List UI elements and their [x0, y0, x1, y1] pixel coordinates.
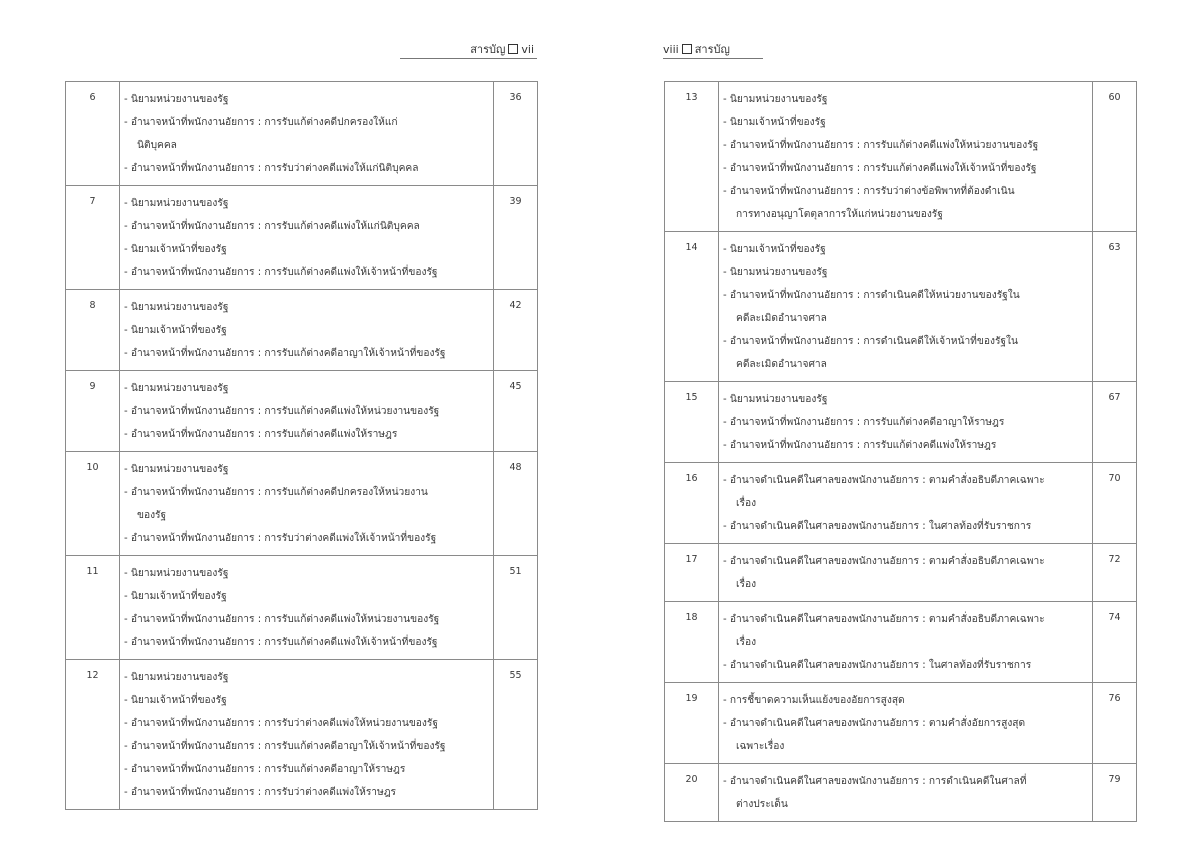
- topic-line: - อำนาจหน้าที่พนักงานอัยการ : การรับแก้ต่างคดีแพ่งให้เจ้าหน้าที่ของรัฐ: [124, 267, 438, 278]
- item-topics: [120, 82, 494, 186]
- item-number: 6: [66, 82, 120, 186]
- item-number: 11: [66, 556, 120, 660]
- topic-line: - นิยามเจ้าหน้าที่ของรัฐ: [124, 591, 227, 602]
- item-number: 18: [665, 602, 719, 683]
- topic-line: - อำนาจดำเนินคดีในศาลของพนักงานอัยการ : ในศาลท้องที่รับราชการ: [723, 660, 1032, 671]
- topic-line: - อำนาจดำเนินคดีในศาลของพนักงานอัยการ : ตามคำสั่งอธิบดีภาคเฉพาะ: [723, 475, 1045, 486]
- page-number: 72: [1093, 544, 1137, 602]
- item-number: 9: [66, 371, 120, 452]
- table-row: [66, 186, 538, 290]
- header-page-marker: vii: [521, 43, 534, 56]
- left-page-header: [470, 40, 534, 58]
- topic-line: - อำนาจหน้าที่พนักงานอัยการ : การรับแก้ต่างคดีแพ่งให้หน่วยงานของรัฐ: [124, 406, 440, 417]
- topic-line: - อำนาจหน้าที่พนักงานอัยการ : การรับว่าต่างคดีแพ่งให้เจ้าหน้าที่ของรัฐ: [124, 533, 437, 544]
- item-number: 13: [665, 82, 719, 232]
- table-row: [665, 544, 1137, 602]
- topic-line: - อำนาจหน้าที่พนักงานอัยการ : การรับแก้ต่างคดีอาญาให้ราษฎร: [723, 417, 1005, 428]
- table-row: [665, 683, 1137, 764]
- topic-line: - อำนาจหน้าที่พนักงานอัยการ : การรับแก้ต่างคดีอาญาให้ราษฎร: [124, 764, 406, 775]
- item-topics: [120, 371, 494, 452]
- item-topics: [719, 82, 1093, 232]
- topic-line: - อำนาจหน้าที่พนักงานอัยการ : การรับแก้ต่างคดีปกครองให้หน่วยงาน: [124, 487, 428, 498]
- toc-table-body: [66, 82, 538, 810]
- table-row: [66, 82, 538, 186]
- topic-line: - นิยามหน่วยงานของรัฐ: [124, 672, 229, 683]
- page-number: 42: [494, 290, 538, 371]
- table-row: [66, 660, 538, 810]
- table-row: [665, 602, 1137, 683]
- item-number: 17: [665, 544, 719, 602]
- topic-line: - การชี้ขาดความเห็นแย้งของอัยการสูงสุด: [723, 695, 905, 706]
- item-topics: [719, 683, 1093, 764]
- toc-table: [65, 81, 538, 810]
- header-rule: [400, 58, 537, 59]
- table-row: [66, 556, 538, 660]
- item-topics: [719, 382, 1093, 463]
- topic-line: - นิยามหน่วยงานของรัฐ: [124, 464, 229, 475]
- item-topics: [120, 186, 494, 290]
- topic-line: - นิยามหน่วยงานของรัฐ: [124, 198, 229, 209]
- topic-line: - นิยามเจ้าหน้าที่ของรัฐ: [124, 244, 227, 255]
- topic-line: ของรัฐ: [137, 510, 167, 521]
- page-number: 76: [1093, 683, 1137, 764]
- topic-line: - อำนาจดำเนินคดีในศาลของพนักงานอัยการ : ตามคำสั่งอธิบดีภาคเฉพาะ: [723, 556, 1045, 567]
- topic-line: - อำนาจหน้าที่พนักงานอัยการ : การรับแก้ต่างคดีแพ่งให้หน่วยงานของรัฐ: [124, 614, 440, 625]
- item-number: 7: [66, 186, 120, 290]
- page-number: 45: [494, 371, 538, 452]
- topic-line: คดีละเมิดอำนาจศาล: [736, 313, 827, 324]
- item-topics: [719, 602, 1093, 683]
- table-row: [665, 382, 1137, 463]
- table-row: [665, 232, 1137, 382]
- topic-line: - อำนาจหน้าที่พนักงานอัยการ : การรับว่าต่างข้อพิพาทที่ต้องดำเนิน: [723, 186, 1015, 197]
- item-number: 12: [66, 660, 120, 810]
- item-number: 20: [665, 764, 719, 822]
- page-number: 79: [1093, 764, 1137, 822]
- topic-line: - อำนาจดำเนินคดีในศาลของพนักงานอัยการ : การดำเนินคดีในศาลที่: [723, 776, 1027, 787]
- topic-line: - อำนาจหน้าที่พนักงานอัยการ : การรับว่าต่างคดีแพ่งให้ราษฎร: [124, 787, 397, 798]
- topic-line: - อำนาจดำเนินคดีในศาลของพนักงานอัยการ : ในศาลท้องที่รับราชการ: [723, 521, 1032, 532]
- item-number: 19: [665, 683, 719, 764]
- topic-line: - อำนาจหน้าที่พนักงานอัยการ : การรับแก้ต่างคดีปกครองให้แก่: [124, 117, 398, 128]
- topic-line: ต่างประเด็น: [736, 799, 788, 810]
- table-row: [665, 764, 1137, 822]
- header-page-marker: viii: [663, 43, 679, 56]
- page-number: 39: [494, 186, 538, 290]
- toc-table-body: [665, 82, 1137, 822]
- page-number: 63: [1093, 232, 1137, 382]
- item-topics: [120, 452, 494, 556]
- topic-line: - นิยามหน่วยงานของรัฐ: [124, 568, 229, 579]
- topic-line: - อำนาจหน้าที่พนักงานอัยการ : การรับว่าต่างคดีแพ่งให้แก่นิติบุคคล: [124, 163, 419, 174]
- table-row: [665, 463, 1137, 544]
- topic-line: - นิยามเจ้าหน้าที่ของรัฐ: [723, 244, 826, 255]
- topic-line: เรื่อง: [736, 579, 757, 590]
- topic-line: - อำนาจหน้าที่พนักงานอัยการ : การดำเนินคดีให้เจ้าหน้าที่ของรัฐใน: [723, 336, 1018, 347]
- page-number: 51: [494, 556, 538, 660]
- topic-line: - อำนาจหน้าที่พนักงานอัยการ : การรับแก้ต่างคดีแพ่งให้หน่วยงานของรัฐ: [723, 140, 1039, 151]
- item-topics: [120, 660, 494, 810]
- item-number: 16: [665, 463, 719, 544]
- topic-line: - นิยามเจ้าหน้าที่ของรัฐ: [124, 695, 227, 706]
- topic-line: - อำนาจดำเนินคดีในศาลของพนักงานอัยการ : ตามคำสั่งอัยการสูงสุด: [723, 718, 1026, 729]
- topic-line: - อำนาจหน้าที่พนักงานอัยการ : การรับแก้ต่างคดีแพ่งให้เจ้าหน้าที่ของรัฐ: [124, 637, 438, 648]
- item-number: 10: [66, 452, 120, 556]
- topic-line: - นิยามเจ้าหน้าที่ของรัฐ: [124, 325, 227, 336]
- topic-line: นิติบุคคล: [137, 140, 177, 151]
- item-topics: [120, 556, 494, 660]
- item-number: 15: [665, 382, 719, 463]
- toc-table: [664, 81, 1137, 822]
- topic-line: - นิยามหน่วยงานของรัฐ: [723, 267, 828, 278]
- topic-line: เรื่อง: [736, 498, 757, 509]
- page-number: 67: [1093, 382, 1137, 463]
- topic-line: คดีละเมิดอำนาจศาล: [736, 359, 827, 370]
- table-row: [66, 452, 538, 556]
- table-row: [66, 371, 538, 452]
- square-bullet-icon: [508, 44, 518, 54]
- item-topics: [719, 463, 1093, 544]
- topic-line: - อำนาจหน้าที่พนักงานอัยการ : การรับแก้ต่างคดีแพ่งให้เจ้าหน้าที่ของรัฐ: [723, 163, 1037, 174]
- item-number: 14: [665, 232, 719, 382]
- page-number: 48: [494, 452, 538, 556]
- topic-line: - อำนาจหน้าที่พนักงานอัยการ : การรับแก้ต่างคดีแพ่งให้ราษฎร: [124, 429, 398, 440]
- page-number: 60: [1093, 82, 1137, 232]
- topic-line: - นิยามเจ้าหน้าที่ของรัฐ: [723, 117, 826, 128]
- page-number: 55: [494, 660, 538, 810]
- page-number: 74: [1093, 602, 1137, 683]
- topic-line: - อำนาจดำเนินคดีในศาลของพนักงานอัยการ : ตามคำสั่งอธิบดีภาคเฉพาะ: [723, 614, 1045, 625]
- item-topics: [120, 290, 494, 371]
- header-rule: [663, 58, 763, 59]
- item-topics: [719, 232, 1093, 382]
- topic-line: - อำนาจหน้าที่พนักงานอัยการ : การดำเนินคดีให้หน่วยงานของรัฐใน: [723, 290, 1020, 301]
- topic-line: - อำนาจหน้าที่พนักงานอัยการ : การรับแก้ต่างคดีแพ่งให้แก่นิติบุคคล: [124, 221, 420, 232]
- topic-line: - นิยามหน่วยงานของรัฐ: [124, 302, 229, 313]
- header-title: สารบัญ: [694, 43, 730, 56]
- topic-line: เรื่อง: [736, 637, 757, 648]
- topic-line: - นิยามหน่วยงานของรัฐ: [723, 94, 828, 105]
- header-title: สารบัญ: [470, 43, 506, 56]
- item-topics: [719, 544, 1093, 602]
- topic-line: - อำนาจหน้าที่พนักงานอัยการ : การรับแก้ต่างคดีอาญาให้เจ้าหน้าที่ของรัฐ: [124, 348, 446, 359]
- table-row: [665, 82, 1137, 232]
- topic-line: - นิยามหน่วยงานของรัฐ: [723, 394, 828, 405]
- topic-line: การทางอนุญาโตตุลาการให้แก่หน่วยงานของรัฐ: [736, 209, 943, 220]
- page-number: 70: [1093, 463, 1137, 544]
- topic-line: เฉพาะเรื่อง: [736, 741, 785, 752]
- page-number: 36: [494, 82, 538, 186]
- topic-line: - อำนาจหน้าที่พนักงานอัยการ : การรับแก้ต่างคดีอาญาให้เจ้าหน้าที่ของรัฐ: [124, 741, 446, 752]
- right-page-header: [663, 40, 730, 58]
- topic-line: - นิยามหน่วยงานของรัฐ: [124, 383, 229, 394]
- topic-line: - อำนาจหน้าที่พนักงานอัยการ : การรับว่าต่างคดีแพ่งให้หน่วยงานของรัฐ: [124, 718, 438, 729]
- item-number: 8: [66, 290, 120, 371]
- topic-line: - อำนาจหน้าที่พนักงานอัยการ : การรับแก้ต่างคดีแพ่งให้ราษฎร: [723, 440, 997, 451]
- item-topics: [719, 764, 1093, 822]
- table-row: [66, 290, 538, 371]
- topic-line: - นิยามหน่วยงานของรัฐ: [124, 94, 229, 105]
- square-bullet-icon: [682, 44, 692, 54]
